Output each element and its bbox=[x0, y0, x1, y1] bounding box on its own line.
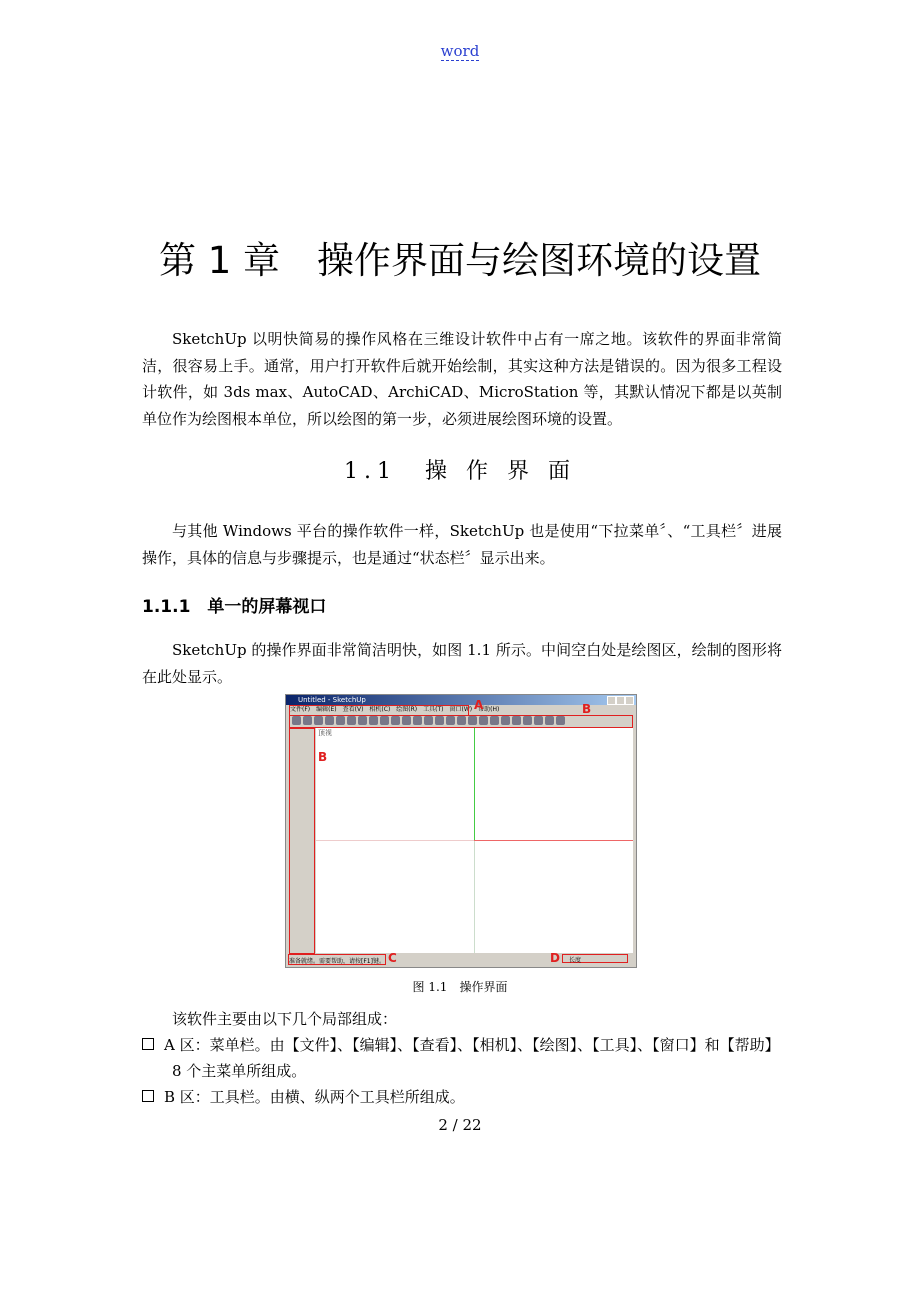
menu-edit: 编辑(E) bbox=[316, 706, 337, 713]
region-b-horizontal-box bbox=[289, 715, 633, 728]
window-title: Untitled - SketchUp bbox=[298, 696, 366, 704]
label-b-vertical: B bbox=[318, 750, 328, 764]
page-number: 2 / 22 bbox=[438, 1116, 482, 1134]
figure-sketchup-interface bbox=[285, 694, 637, 968]
intro-paragraph: SketchUp 以明快简易的操作风格在三维设计软件中占有一席之地。该软件的界面非常简洁，很容易上手。通常，用户打开软件后就开始绘制，其实这种方法是错误的。因为很多工程设计软件，如 3ds max、AutoCAD、ArchiCAD、MicroStation 等，其默认情况下都是以英制单位作为绘图根本单位，所以绘图的第一步，必须进展绘图环境的设置。 bbox=[142, 330, 782, 428]
label-d: D bbox=[550, 951, 560, 965]
checkbox-bullet-icon bbox=[142, 1090, 154, 1102]
region-d-box bbox=[562, 954, 628, 963]
section-paragraph: 与其他 Windows 平台的操作软件一样，SketchUp 也是使用“下拉菜单〞、“工具栏〞进展操作，具体的信息与步骤提示，也是通过“状态栏〞显示出来。 bbox=[142, 522, 782, 567]
close-icon bbox=[625, 696, 634, 705]
label-b-horizontal: B bbox=[582, 702, 592, 716]
status-text: 准备就绪。需要帮助，请按[F1]键。 bbox=[289, 958, 385, 965]
list-intro: 该软件主要由以下几个局部组成： bbox=[172, 1010, 398, 1028]
menu-window: 窗口(W) bbox=[449, 706, 473, 713]
menu-view: 查看(V) bbox=[342, 706, 364, 713]
menu-camera: 相机(C) bbox=[369, 706, 391, 713]
region-c-box bbox=[288, 954, 386, 965]
menu-draw: 绘图(R) bbox=[396, 706, 418, 713]
list-item-text: B 区：工具栏。由横、纵两个工具栏所组成。 bbox=[164, 1088, 465, 1106]
region-b-vertical-box bbox=[289, 728, 315, 954]
checkbox-bullet-icon bbox=[142, 1038, 154, 1050]
label-c: C bbox=[388, 951, 397, 965]
subsection-title: 1.1.1 单一的屏幕视口 bbox=[142, 597, 327, 617]
chapter-title: 第 1 章 操作界面与绘图环境的设置 bbox=[158, 239, 762, 282]
list-item bbox=[142, 1032, 784, 1084]
list-item bbox=[142, 1084, 782, 1110]
subsection-paragraph: SketchUp 的操作界面非常简洁明快，如图 1.1 所示。中间空白处是绘图区，绘制的图形将在此处显示。 bbox=[142, 641, 782, 686]
label-a: A bbox=[474, 698, 484, 712]
menu-file: 文件(F) bbox=[290, 706, 311, 713]
list-item-text: A 区：菜单栏。由【文件】、【编辑】、【查看】、【相机】、【绘图】、【工具】、【窗口】和【帮助】8 个主菜单所组成。 bbox=[164, 1036, 780, 1080]
section-title: 1.1 操 作 界 面 bbox=[344, 459, 576, 484]
viewport-label: 顶视 bbox=[318, 729, 332, 737]
drawing-area bbox=[316, 728, 633, 953]
figure-caption: 图 1.1 操作界面 bbox=[412, 980, 508, 994]
maximize-icon bbox=[616, 696, 625, 705]
header-link[interactable]: word bbox=[440, 42, 480, 60]
minimize-icon bbox=[607, 696, 616, 705]
measurement-label: 长度 bbox=[569, 957, 582, 964]
menu-tools: 工具(T) bbox=[423, 706, 444, 713]
menu-help: 帮助(H) bbox=[478, 706, 500, 713]
page-header bbox=[0, 42, 920, 60]
